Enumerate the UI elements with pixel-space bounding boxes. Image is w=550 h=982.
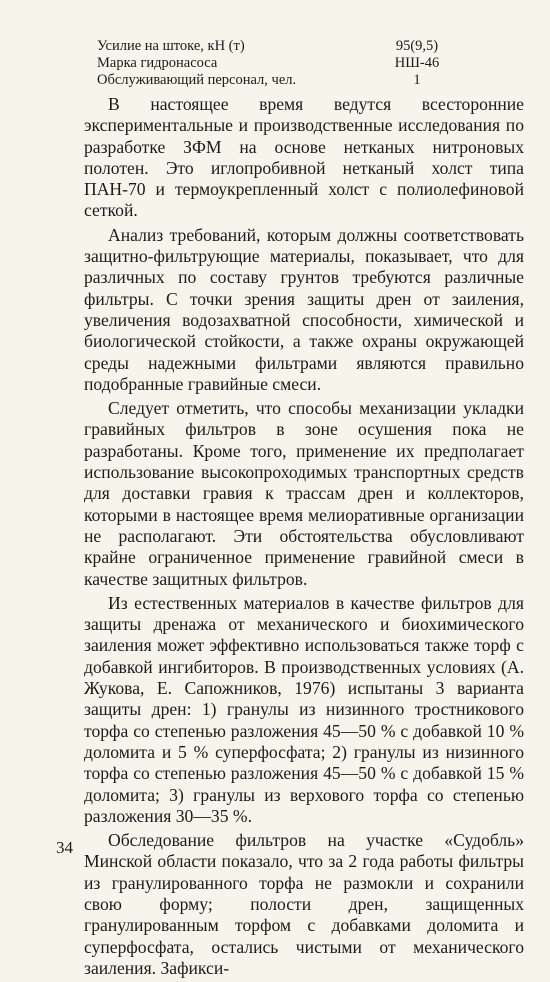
specifications-table: [97, 38, 447, 89]
spec-row: [97, 72, 447, 89]
spec-row: [97, 55, 447, 72]
paragraph: В настоящее время ведутся всесторонние экспериментальные и производственные исследования по разработке ЗФМ на основе нетканых нитроновых полотен. Это иглопробивной нетканый холст типа ПАН-70 и термоукрепленный холст с полиолефиновой сеткой.: [84, 94, 524, 221]
spec-value: НШ-46: [394, 55, 440, 71]
body-text: [84, 94, 524, 982]
spec-label: Марка гидронасоса: [97, 55, 218, 71]
paragraph: Из естественных материалов в качестве фильтров для защиты дренажа от механического и биохимического заиления может эффективно использоваться также торф с добавкой ингибиторов. В производственных условиях (А. Жукова, Е. Сапожников, 1976) испытаны 3 варианта защиты дрен: 1) гранулы из низинного тростникового торфа со степенью разложения 45—50 % с добавкой 10 % доломита и 5 % суперфосфата; 2) гранулы из низинного торфа со степенью разложения 45—50 % с добавкой 15 % доломита; 3) гранулы из верхового торфа со степенью разложения 30—35 %.: [84, 592, 524, 826]
spec-label: Усилие на штоке, кН (т): [97, 38, 245, 54]
paragraph: Анализ требований, которым должны соответствовать защитно-фильтрующие материалы, показывает, что для различных по составу грунтов требуются различные фильтры. С точки зрения защиты дрен от заиления, увеличения водозахватной способности, химической и биологической стойкости, а также охраны окружающей среды надежными фильтрами являются правильно подобранные гравийные смеси.: [84, 224, 524, 394]
spec-value: 1: [413, 72, 421, 88]
paragraph: Обследование фильтров на участке «Судобль» Минской области показало, что за 2 года работы фильтры из гранулированного торфа не размокли и сохранили свою форму; полости дрен, защищенных гранулированным торфом с добавками доломита и суперфосфата, остались чистыми от механического заиления. Зафикси-: [84, 830, 524, 978]
page-number: 34: [56, 838, 73, 857]
paragraph: Следует отметить, что способы механизации укладки гравийных фильтров в зоне осушения пока не разработаны. Кроме того, применение их предполагает использование высокопроходимых транспортных средств для доставки гравия к трассам дрен и коллекторов, которыми в настоящее время мелиоративные организации не располагают. Эти обстоятельства обусловливают крайне ограниченное применение гравийной смеси в качестве защитных фильтров.: [84, 398, 524, 589]
spec-label: Обслуживающий персонал, чел.: [97, 72, 297, 88]
spec-row: [97, 38, 447, 55]
spec-value: 95(9,5): [395, 38, 439, 54]
